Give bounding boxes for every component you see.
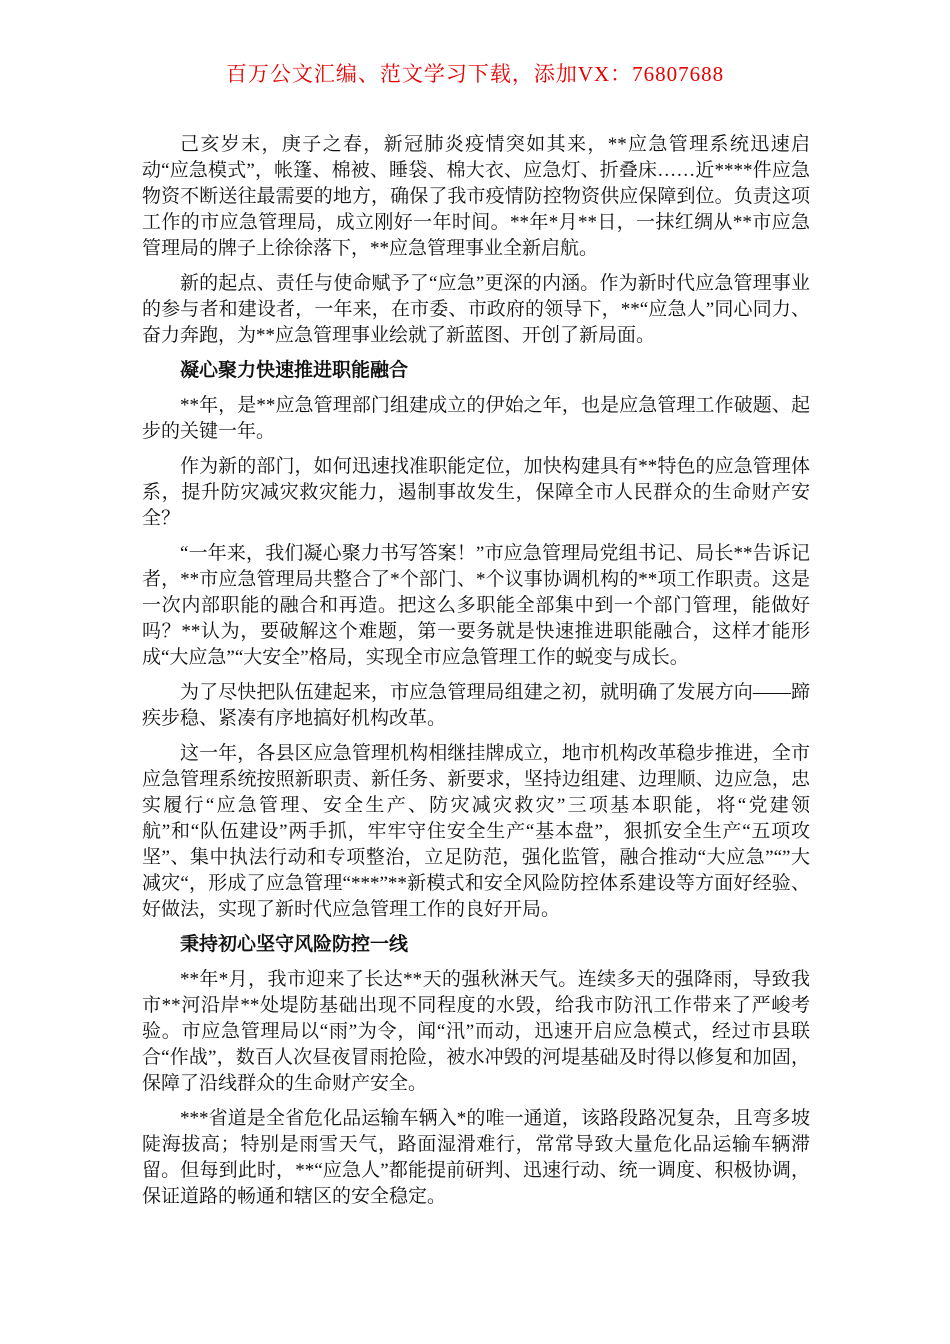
section-heading: 秉持初心坚守风险防控一线 (180, 934, 409, 955)
paragraph: **年*月，我市迎来了长达**天的强秋淋天气。连续多天的强降雨，导致我市**河沿岸**处堤防基础出现不同程度的水毁，给我市防汛工作带来了严峻考验。市应急管理局以“雨”为令，闻“汛”而动，迅速开启应急模式，经过市县联合“作战”，数百人次昼夜冒雨抢险，被水冲毁的河堤基础及时得以修复和加固，保障了沿线群众的生命财产安全。 (142, 969, 810, 1094)
promo-notice: 百万公文汇编、范文学习下载，添加VX：76807688 (225, 62, 725, 86)
paragraph: 为了尽快把队伍建起来，市应急管理局组建之初，就明确了发展方向——蹄疾步稳、紧凑有序地搞好机构改革。 (142, 682, 810, 729)
paragraph: 作为新的部门，如何迅速找准职能定位，加快构建具有**特色的应急管理体系，提升防灾减灾救灾能力，遏制事故发生，保障全市人民群众的生命财产安全？ (142, 456, 810, 529)
paragraph: ***省道是全省危化品运输车辆入*的唯一通道，该路段路况复杂，且弯多坡陡海拔高；特别是雨雪天气，路面湿滑难行，常常导致大量危化品运输车辆滞留。但每到此时，**“应急人”都能提前研判、迅速行动、统一调度、积极协调，保证道路的畅通和辖区的安全稳定。 (142, 1108, 810, 1207)
paragraph: 这一年，各县区应急管理机构相继挂牌成立，地市机构改革稳步推进，全市应急管理系统按照新职责、新任务、新要求，坚持边组建、边理顺、边应急，忠实履行“应急管理、安全生产、防灾减灾救灾”三项基本职能，将“党建领航”和“队伍建设”两手抓，牢牢守住安全生产“基本盘”，狠抓安全生产“五项攻坚”、集中执法行动和专项整治，立足防范，强化监管，融合推动“大应急”“”大减灾“，形成了应急管理“***”**新模式和安全风险防控体系建设等方面好经验、好做法，实现了新时代应急管理工作的良好开局。 (142, 743, 810, 920)
paragraph: 己亥岁末，庚子之春，新冠肺炎疫情突如其来，**应急管理系统迅速启动“应急模式”，帐篷、棉被、睡袋、棉大衣、应急灯、折叠床……近****件应急物资不断送往最需要的地方，确保了我市疫情防控物资供应保障到位。负责这项工作的市应急管理局，成立刚好一年时间。**年*月**日，一抹红绸从**市应急管理局的牌子上徐徐落下，**应急管理事业全新启航。 (142, 134, 810, 259)
paragraph: 新的起点、责任与使命赋予了“应急”更深的内涵。作为新时代应急管理事业的参与者和建设者，一年来，在市委、市政府的领导下，**“应急人”同心同力、奋力奔跑，为**应急管理事业绘就了新蓝图、开创了新局面。 (142, 273, 810, 346)
paragraph: **年，是**应急管理部门组建成立的伊始之年，也是应急管理工作破题、起步的关键一年。 (142, 395, 810, 442)
paragraph: “一年来，我们凝心聚力书写答案！”市应急管理局党组书记、局长**告诉记者，**市应急管理局共整合了*个部门、*个议事协调机构的**项工作职责。这是一次内部职能的融合和再造。把这么多职能全部集中到一个部门管理，能做好吗？**认为，要破解这个难题，第一要务就是快速推进职能融合，这样才能形成“大应急”“大安全”格局，实现全市应急管理工作的蜕变与成长。 (142, 543, 810, 668)
section-heading: 凝心聚力快速推进职能融合 (180, 360, 409, 381)
document-body (142, 132, 810, 1210)
